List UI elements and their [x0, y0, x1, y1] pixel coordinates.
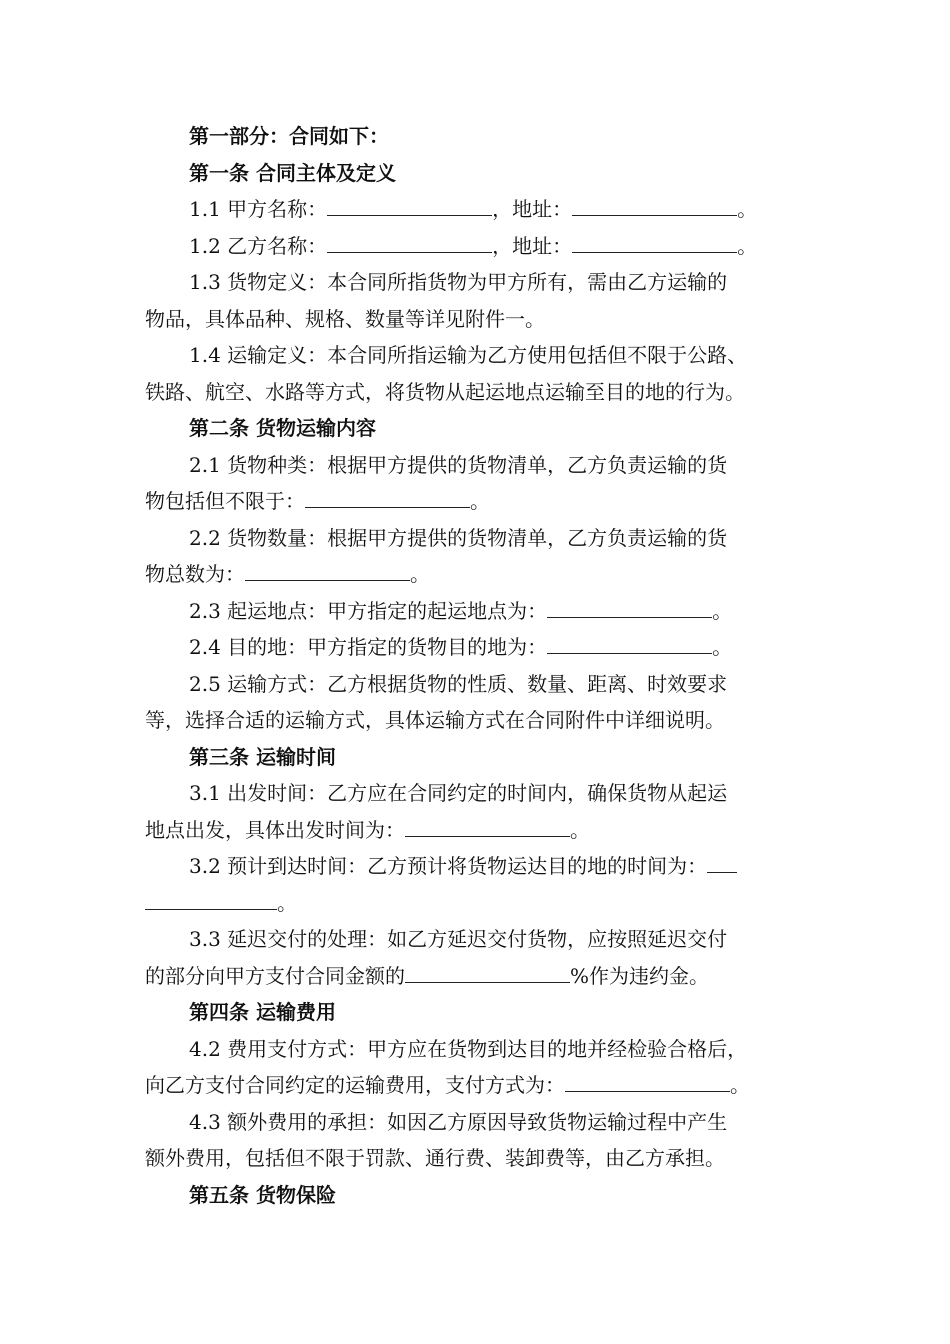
- clause-1-3-line-2: 物品，具体品种、规格、数量等详见附件一。: [145, 306, 545, 331]
- article-3-title: 第三条 运输时间: [189, 744, 336, 769]
- article-2-title: 第二条 货物运输内容: [189, 416, 376, 440]
- clause-4-3-line-1: 4.3 额外费用的承担：如因乙方原因导致货物运输过程中产生: [189, 1109, 728, 1134]
- clause-1-4-line-1: 1.4 运输定义：本合同所指运输为乙方使用包括但不限于公路、: [189, 343, 748, 367]
- goods-quantity-blank: [245, 564, 410, 581]
- goods-type-blank: [305, 491, 470, 508]
- party-a-address-blank: [572, 199, 737, 216]
- clause-2-2-line-2: 物总数为： 。: [145, 562, 430, 586]
- clause-3-2-line-1: 3.2 预计到达时间：乙方预计将货物运达目的地的时间为：: [145, 848, 810, 885]
- clause-1-1: 1.1 甲方名称： ，地址： 。: [189, 197, 758, 221]
- clause-4-2-line-2: 向乙方支付合同约定的运输费用，支付方式为： 。: [145, 1073, 750, 1097]
- article-1-title: 第一条 合同主体及定义: [189, 160, 396, 185]
- arrival-time-blank-end: [145, 893, 277, 910]
- arrival-time-blank-start: [707, 856, 737, 873]
- part-title: 第一部分：合同如下：: [189, 124, 389, 148]
- payment-method-blank: [565, 1075, 730, 1092]
- origin-blank: [547, 601, 712, 618]
- clause-2-5-line-1: 2.5 运输方式：乙方根据货物的性质、数量、距离、时效要求: [189, 671, 728, 696]
- article-5-title: 第五条 货物保险: [189, 1182, 336, 1207]
- clause-3-1-line-2: 地点出发，具体出发时间为： 。: [145, 817, 590, 842]
- clause-2-2-line-1: 2.2 货物数量：根据甲方提供的货物清单，乙方负责运输的货: [189, 525, 728, 550]
- clause-2-1-line-2: 物包括但不限于： 。: [145, 489, 490, 513]
- clause-2-4: 2.4 目的地：甲方指定的货物目的地为： 。: [189, 635, 733, 659]
- party-b-name-blank: [327, 236, 492, 253]
- clause-1-2: 1.2 乙方名称： ，地址： 。: [189, 233, 758, 258]
- clause-4-2-line-1: 4.2 费用支付方式：甲方应在货物到达目的地并经检验合格后，: [189, 1036, 748, 1061]
- clause-3-3-line-1: 3.3 延迟交付的处理：如乙方延迟交付货物，应按照延迟交付: [189, 927, 728, 951]
- clause-3-1-line-1: 3.1 出发时间：乙方应在合同约定的时间内，确保货物从起运: [189, 781, 728, 805]
- clause-2-3: 2.3 起运地点：甲方指定的起运地点为： 。: [189, 598, 733, 623]
- clause-1-4-line-2: 铁路、航空、水路等方式，将货物从起运地点运输至目的地的行为。: [145, 379, 745, 404]
- contract-body: [145, 118, 810, 1213]
- party-a-name-blank: [327, 199, 492, 216]
- clause-3-3-line-2: 的部分向甲方支付合同金额的 %作为违约金。: [145, 963, 710, 988]
- party-b-address-blank: [572, 236, 737, 253]
- clause-1-3-line-1: 1.3 货物定义：本合同所指货物为甲方所有，需由乙方运输的: [189, 270, 728, 294]
- destination-blank: [547, 637, 712, 654]
- clause-2-1-line-1: 2.1 货物种类：根据甲方提供的货物清单，乙方负责运输的货: [189, 452, 728, 477]
- clause-3-2-line-2: 。: [145, 885, 810, 922]
- clause-4-3-line-2: 额外费用，包括但不限于罚款、通行费、装卸费等，由乙方承担。: [145, 1146, 725, 1170]
- departure-time-blank: [405, 820, 570, 837]
- penalty-percent-blank: [405, 966, 570, 983]
- clause-2-5-line-2: 等，选择合适的运输方式，具体运输方式在合同附件中详细说明。: [145, 708, 725, 732]
- article-4-title: 第四条 运输费用: [189, 1000, 336, 1024]
